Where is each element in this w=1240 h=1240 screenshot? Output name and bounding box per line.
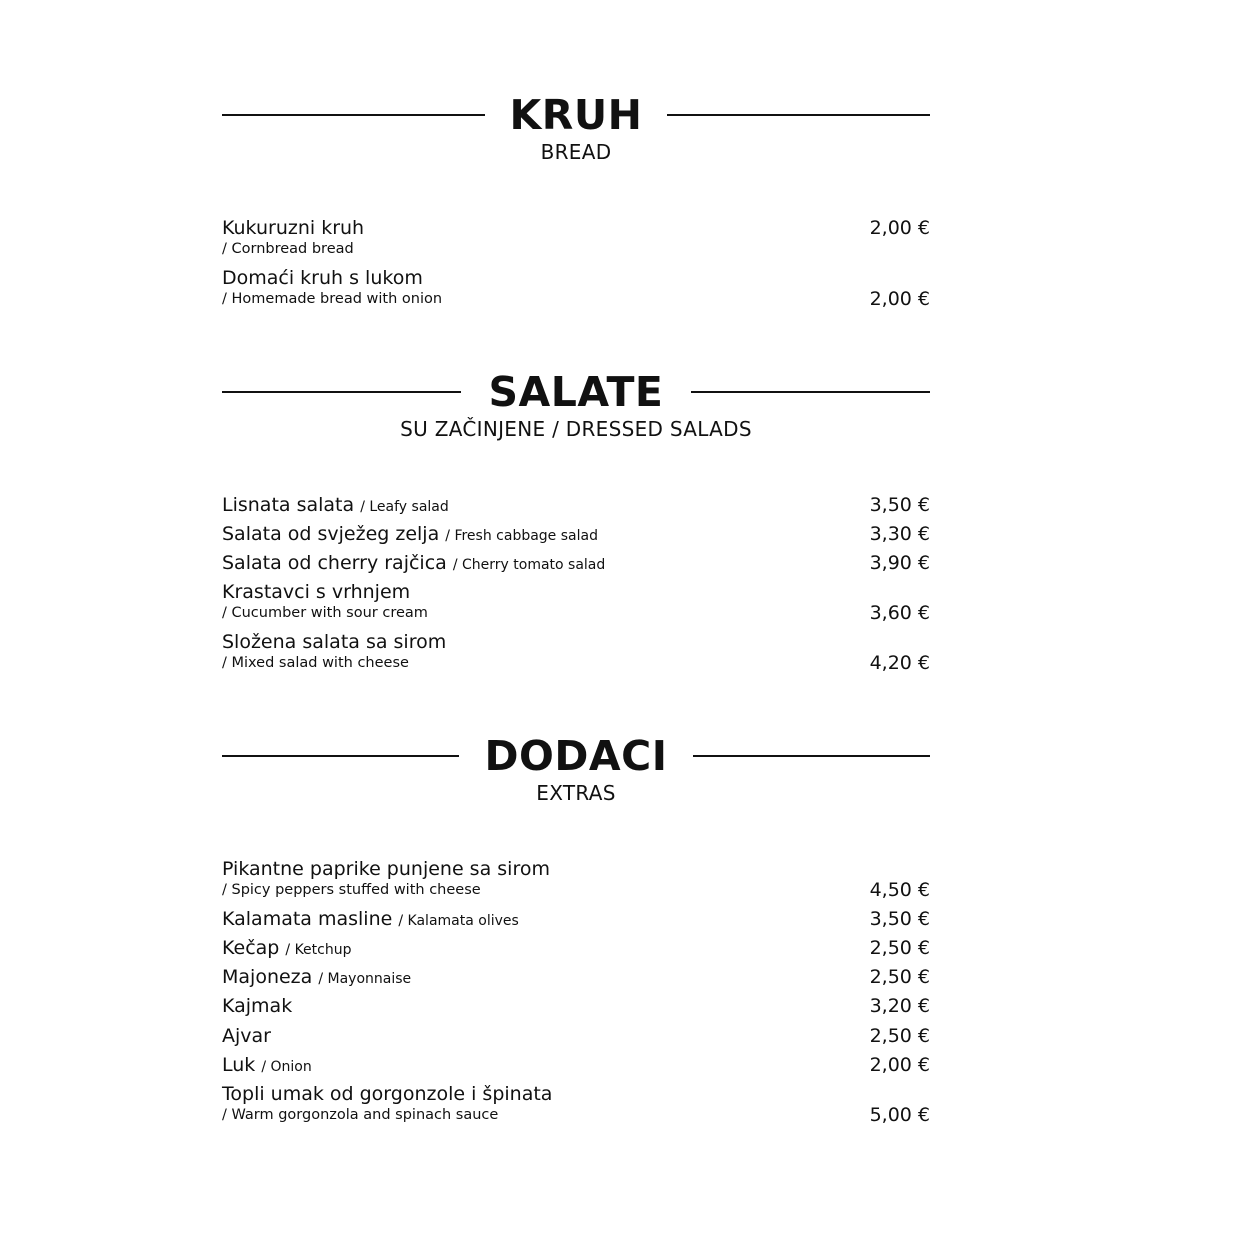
- item-price: 4,20 €: [869, 652, 930, 674]
- menu-item: [222, 1083, 930, 1125]
- section-title: SALATE: [488, 368, 664, 416]
- item-english: / Mixed salad with cheese: [222, 655, 409, 671]
- section-header: [222, 369, 930, 417]
- item-english: / Fresh cabbage salad: [445, 528, 598, 544]
- section-bread: [222, 92, 930, 164]
- item-english: / Onion: [261, 1059, 312, 1075]
- item-name: Salata od svježeg zelja: [222, 523, 440, 545]
- item-name: Majoneza: [222, 966, 313, 988]
- item-name: Ajvar: [222, 1025, 271, 1047]
- item-name: Lisnata salata: [222, 494, 355, 516]
- menu-item: [222, 631, 930, 673]
- menu-item: [222, 217, 930, 259]
- item-price: 2,50 €: [869, 1025, 930, 1047]
- item-english: / Homemade bread with onion: [222, 291, 443, 307]
- item-name: Kalamata masline: [222, 908, 393, 930]
- menu-item: [222, 908, 930, 932]
- section-extras: [222, 733, 930, 805]
- item-english: / Leafy salad: [360, 499, 449, 515]
- section-salads: [222, 369, 930, 441]
- item-price: 3,50 €: [869, 908, 930, 930]
- item-price: 3,60 €: [869, 602, 930, 624]
- section-subtitle: BREAD: [540, 140, 612, 164]
- section-subtitle: SU ZAČINJENE / DRESSED SALADS: [400, 417, 752, 441]
- item-price: 2,00 €: [869, 217, 930, 239]
- item-price: 3,20 €: [869, 995, 930, 1017]
- item-english: / Cherry tomato salad: [452, 557, 606, 573]
- item-name: Luk: [222, 1054, 256, 1076]
- item-name: Kajmak: [222, 995, 293, 1017]
- menu-item: [222, 581, 930, 623]
- item-price: 5,00 €: [869, 1104, 930, 1126]
- menu-item: [222, 523, 930, 547]
- item-english: / Mayonnaise: [318, 971, 412, 987]
- item-name: Složena salata sa sirom: [222, 631, 447, 653]
- section-title: KRUH: [509, 91, 643, 139]
- menu-item: [222, 494, 930, 518]
- item-english: / Kalamata olives: [398, 913, 519, 929]
- menu-item: [222, 858, 930, 900]
- item-english: / Cornbread bread: [222, 241, 354, 257]
- menu-page: [222, 0, 930, 1240]
- menu-item: [222, 267, 930, 309]
- item-name: Domaći kruh s lukom: [222, 267, 423, 289]
- item-name: Topli umak od gorgonzole i špinata: [222, 1083, 553, 1105]
- item-name: Krastavci s vrhnjem: [222, 581, 411, 603]
- item-price: 3,30 €: [869, 523, 930, 545]
- item-name: Salata od cherry rajčica: [222, 552, 447, 574]
- item-english: / Spicy peppers stuffed with cheese: [222, 882, 481, 898]
- item-price: 2,50 €: [869, 966, 930, 988]
- menu-item: [222, 966, 930, 990]
- header-divider-right: [693, 755, 930, 757]
- section-title: DODACI: [484, 732, 668, 780]
- menu-item: [222, 552, 930, 576]
- item-name: Kukuruzni kruh: [222, 217, 365, 239]
- item-price: 4,50 €: [869, 879, 930, 901]
- item-name: Pikantne paprike punjene sa sirom: [222, 858, 550, 880]
- header-divider-right: [667, 114, 930, 116]
- item-price: 2,00 €: [869, 288, 930, 310]
- item-english: / Cucumber with sour cream: [222, 605, 428, 621]
- section-header: [222, 92, 930, 140]
- section-header: [222, 733, 930, 781]
- section-subtitle: EXTRAS: [536, 781, 616, 805]
- item-english: / Ketchup: [285, 942, 352, 958]
- item-name: Kečap: [222, 937, 280, 959]
- menu-item: [222, 1025, 930, 1047]
- item-price: 2,50 €: [869, 937, 930, 959]
- menu-item: [222, 937, 930, 961]
- item-price: 2,00 €: [869, 1054, 930, 1076]
- menu-item: [222, 995, 930, 1017]
- item-price: 3,90 €: [869, 552, 930, 574]
- header-divider-right: [691, 391, 930, 393]
- menu-item: [222, 1054, 930, 1078]
- item-price: 3,50 €: [869, 494, 930, 516]
- item-english: / Warm gorgonzola and spinach sauce: [222, 1107, 499, 1123]
